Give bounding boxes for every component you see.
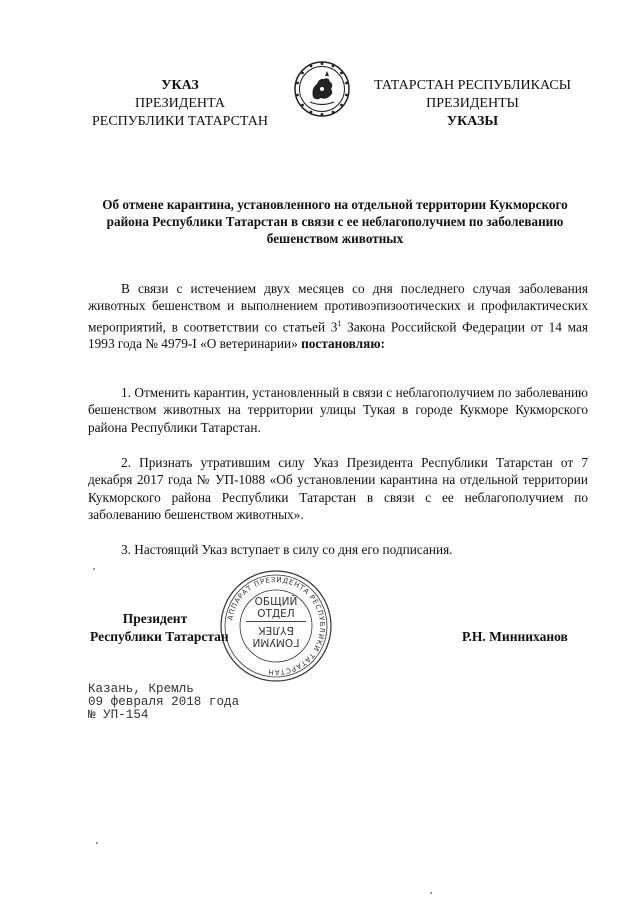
signature-position-line1: Президент — [122, 611, 188, 626]
registration-place: Казань, Кремль — [88, 682, 194, 696]
preamble-text-b: Закона Российской Федерации от 14 мая 1993 года № 4979-I «О ветеринарии» — [88, 319, 588, 352]
header-right-line1: ТАТАРСТАН РЕСПУБЛИКАСЫ — [374, 78, 571, 93]
signature-position — [90, 610, 242, 646]
preamble-text-a: В связи с истечением двух месяцев со дня последнего случая заболевания животных бешенством и выполнением противоэпизоотических и профилактических мероприятий, в соответствии со статьей 3 — [88, 281, 588, 335]
decree-item-3: 3. Настоящий Указ вступает в силу со дня его подписания. — [121, 542, 453, 557]
document-title: Об отмене карантина, установленного на отдельной территории Кукморского района Республики Татарстан в связи с ее неблагополучием по заболеванию бешенством животных — [102, 197, 568, 246]
header-left — [70, 77, 290, 131]
stamp-center-line4: БҮЛЕК — [258, 624, 294, 636]
header-right-line2: ПРЕЗИДЕНТЫ — [426, 96, 519, 111]
header-left-line1: УКАЗ — [161, 78, 199, 93]
stamp-divider — [246, 621, 306, 622]
preamble-paragraph — [88, 280, 588, 353]
signature-position-line2: Республики Татарстан — [90, 629, 229, 644]
scan-speck — [96, 842, 98, 844]
decree-item-1: 1. Отменить карантин, установленный в связи с неблагополучием по заболеванию бешенством животных на территории улицы Тукая в городе Кукморе Кукморского района Республики Татарстан. — [88, 385, 588, 435]
header-left-line2: ПРЕЗИДЕНТА — [135, 96, 225, 111]
stamp-ring-text: АППАРАТ ПРЕЗИДЕНТА РЕСПУБЛИКИ ТАТАРСТАН — [226, 575, 327, 677]
header-left-line3: РЕСПУБЛИКИ ТАТАРСТАН — [91, 114, 268, 129]
stamp-center-line3: ГОМУМИ — [252, 636, 300, 648]
coat-of-arms-icon — [293, 60, 351, 118]
scan-speck — [93, 568, 95, 570]
registration-date: 09 февраля 2018 года — [88, 695, 240, 709]
header-right — [360, 77, 585, 131]
stamp-center-line1: ОБЩИЙ — [254, 596, 298, 608]
registration-number: № УП-154 — [88, 708, 149, 722]
scan-speck — [430, 892, 432, 894]
decree-item-2: 2. Признать утратившим силу Указ Президента Республики Татарстан от 7 декабря 2017 года № УП-1088 «Об установлении карантина на отдельной территории Кукморского района Республики Татарстан в связи с ее неблагополучием по заболеванию бешенством животных». — [88, 455, 588, 522]
decree-word: постановляю: — [301, 336, 385, 352]
signature-name: Р.Н. Минниханов — [462, 629, 568, 644]
stamp-center-line2: ОТДЕЛ — [257, 608, 295, 620]
preamble-superscript: 1 — [337, 318, 342, 328]
header-right-line3: УКАЗЫ — [446, 114, 499, 129]
registration-block — [88, 683, 288, 722]
